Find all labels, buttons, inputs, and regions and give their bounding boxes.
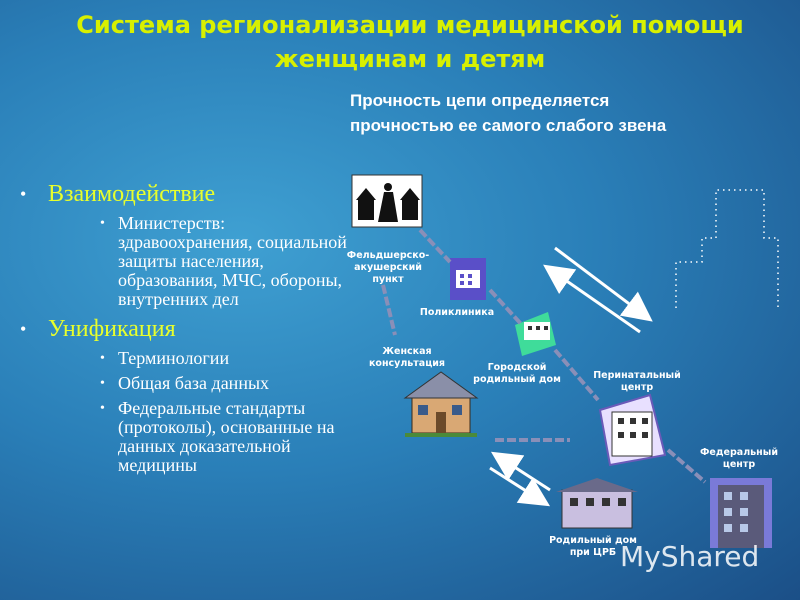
arrow-up-left-lower bbox=[496, 455, 550, 490]
city-maternity-icon bbox=[515, 312, 556, 356]
label-womens-consult: Женская консультация bbox=[368, 346, 446, 369]
dotted-building-decoration bbox=[676, 190, 778, 308]
federal-center-icon bbox=[710, 478, 772, 548]
bullet-database: • Общая база данных bbox=[118, 374, 360, 393]
polyclinic-icon bbox=[450, 258, 486, 300]
label-polyclinic: Поликлиника bbox=[419, 307, 495, 318]
label-fap: Фельдшерско-акушерский пункт bbox=[346, 250, 430, 285]
womens-consultation-icon bbox=[405, 372, 477, 437]
label-city-maternity: Городской родильный дом bbox=[473, 362, 561, 385]
bullet-interaction: • Взаимодействие bbox=[20, 180, 360, 208]
quote-line-1: Прочность цепи определяется bbox=[350, 91, 610, 110]
label-federal: Федеральный центр bbox=[700, 447, 778, 470]
label-crb-maternity: Родильный дом при ЦРБ bbox=[549, 535, 637, 558]
bullet-terminology: • Терминологии bbox=[118, 349, 360, 368]
bullet-unification: • Унификация bbox=[20, 315, 360, 343]
arrow-down-right-lower bbox=[490, 468, 545, 503]
title-line-1: Система регионализации медицинской помощи bbox=[76, 11, 744, 39]
title-line-2: женщинам и детям bbox=[274, 45, 546, 73]
watermark-logo: MyShared bbox=[620, 540, 760, 573]
quote-line-2: прочностью ее самого слабого звена bbox=[350, 116, 667, 135]
bullet-standards: • Федеральные стандарты (протоколы), основанные на данных доказательной медицины bbox=[118, 399, 360, 475]
label-perinatal: Перинатальный центр bbox=[593, 370, 681, 393]
crb-maternity-icon bbox=[556, 478, 638, 528]
fap-icon bbox=[352, 175, 422, 227]
perinatal-center-icon bbox=[600, 395, 665, 465]
bullet-ministries: • Министерств: здравоохранения, социальной защиты населения, образования, МЧС, обороны, внутренних дел bbox=[118, 214, 360, 309]
